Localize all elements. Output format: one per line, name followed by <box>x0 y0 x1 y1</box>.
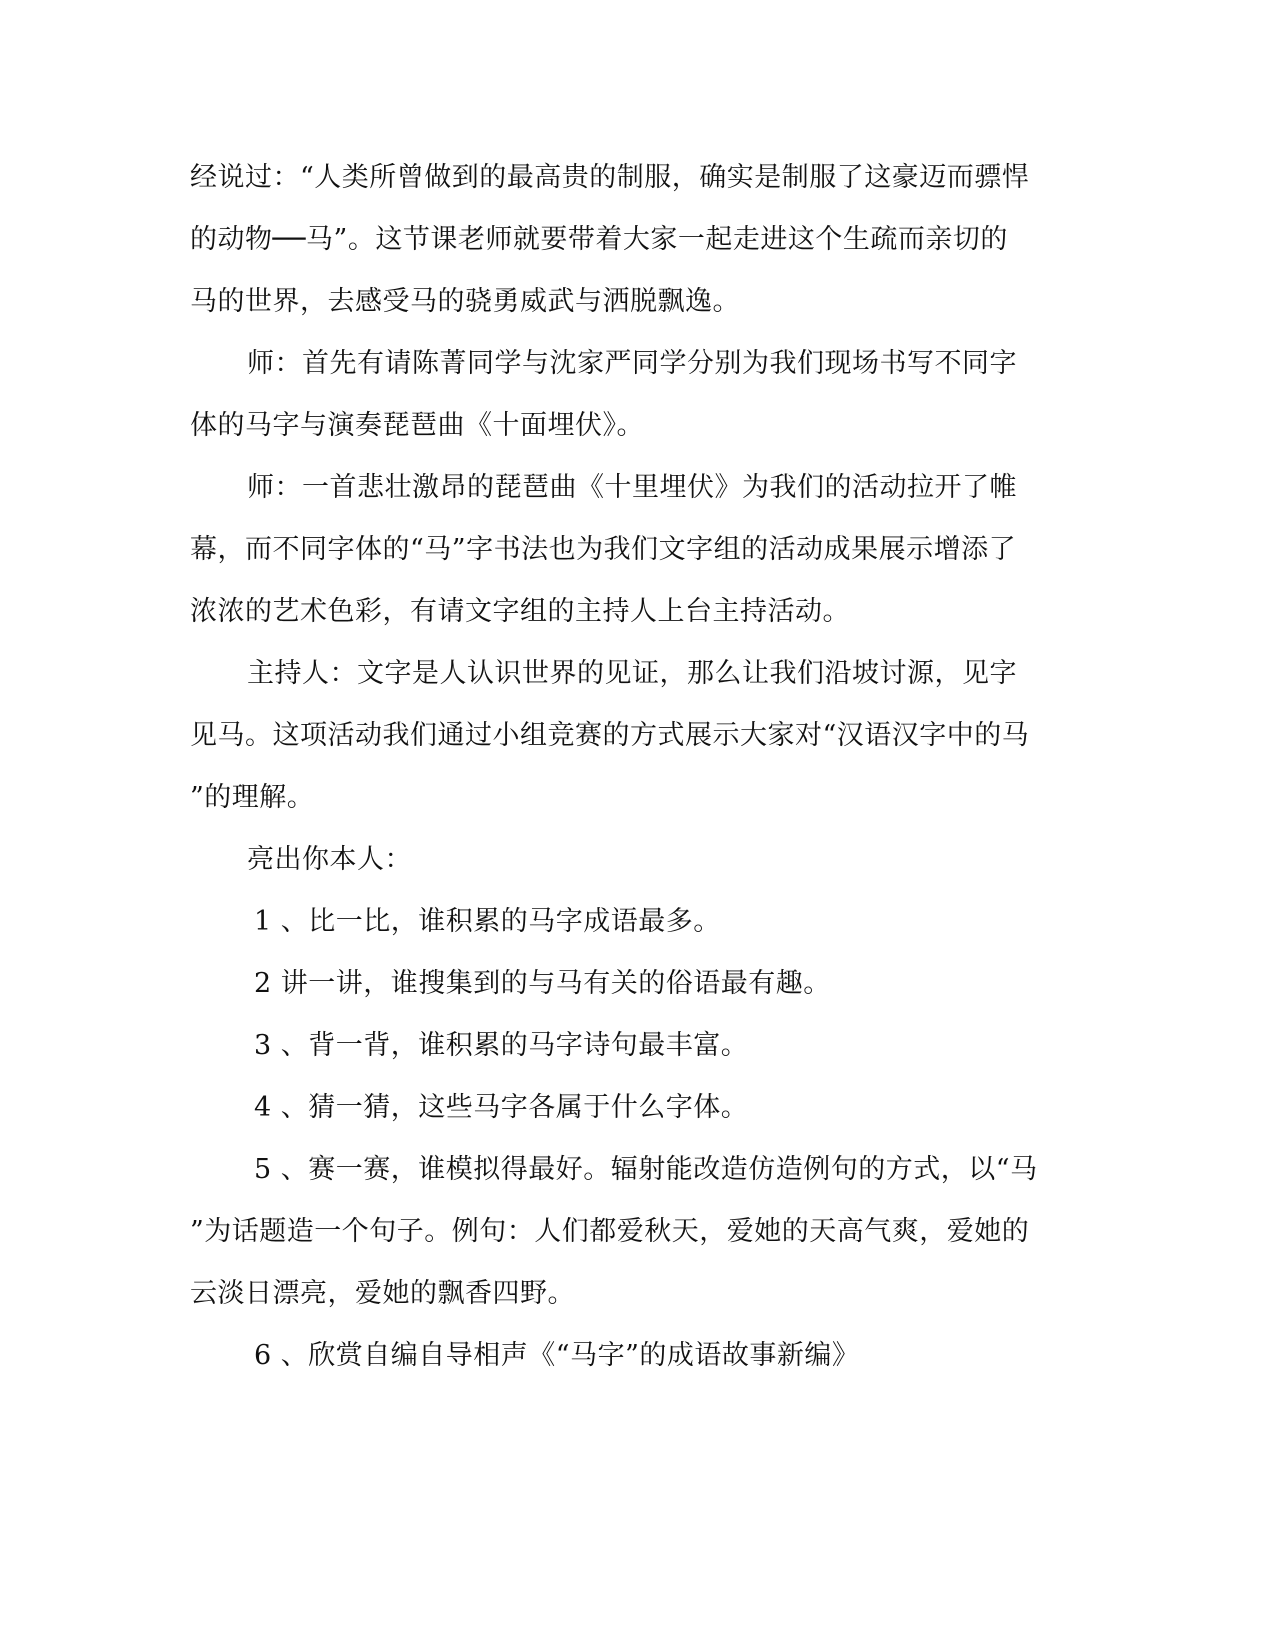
text-line: ”的理解。 <box>190 782 315 813</box>
list-item: 2 讲一讲，谁搜集到的与马有关的俗语最有趣。 <box>254 968 831 999</box>
text-line: 师：一首悲壮激昂的琵琶曲《十里埋伏》为我们的活动拉开了帷 <box>247 472 1017 503</box>
text-line: 体的马字与演奏琵琶曲《十面埋伏》。 <box>190 410 644 441</box>
text-line: ”为话题造一个句子。例句：人们都爱秋天，爱她的天高气爽，爱她的 <box>190 1216 1030 1247</box>
list-item: 3 、背一背，谁积累的马字诗句最丰富。 <box>254 1030 749 1061</box>
list-item: 6 、欣赏自编自导相声《“马字”的成语故事新编》 <box>254 1340 860 1371</box>
text-line: 浓浓的艺术色彩，有请文字组的主持人上台主持活动。 <box>190 596 850 627</box>
text-line: 师：首先有请陈菁同学与沈家严同学分别为我们现场书写不同字 <box>247 348 1017 379</box>
text-line: 亮出你本人： <box>247 844 412 875</box>
text-line: 幕，而不同字体的“马”字书法也为我们文字组的活动成果展示增添了 <box>190 534 1017 565</box>
list-item: 1 、比一比，谁积累的马字成语最多。 <box>254 906 721 937</box>
list-item: 5 、赛一赛，谁模拟得最好。辐射能改造仿造例句的方式，以“马 <box>254 1154 1038 1185</box>
text-line: 经说过：“人类所曾做到的最高贵的制服，确实是制服了这豪迈而骠悍 <box>190 162 1030 193</box>
text-line: 主持人：文字是人认识世界的见证，那么让我们沿坡讨源，见字 <box>247 658 1017 689</box>
list-item: 4 、猜一猜，这些马字各属于什么字体。 <box>254 1092 749 1123</box>
text-line: 见马。这项活动我们通过小组竞赛的方式展示大家对“汉语汉字中的马 <box>190 720 1030 751</box>
text-line: 云淡日漂亮，爱她的飘香四野。 <box>190 1278 575 1309</box>
text-line: 马的世界，去感受马的骁勇威武与洒脱飘逸。 <box>190 286 740 317</box>
text-line: 的动物──马”。这节课老师就要带着大家一起走进这个生疏而亲切的 <box>190 224 1008 255</box>
